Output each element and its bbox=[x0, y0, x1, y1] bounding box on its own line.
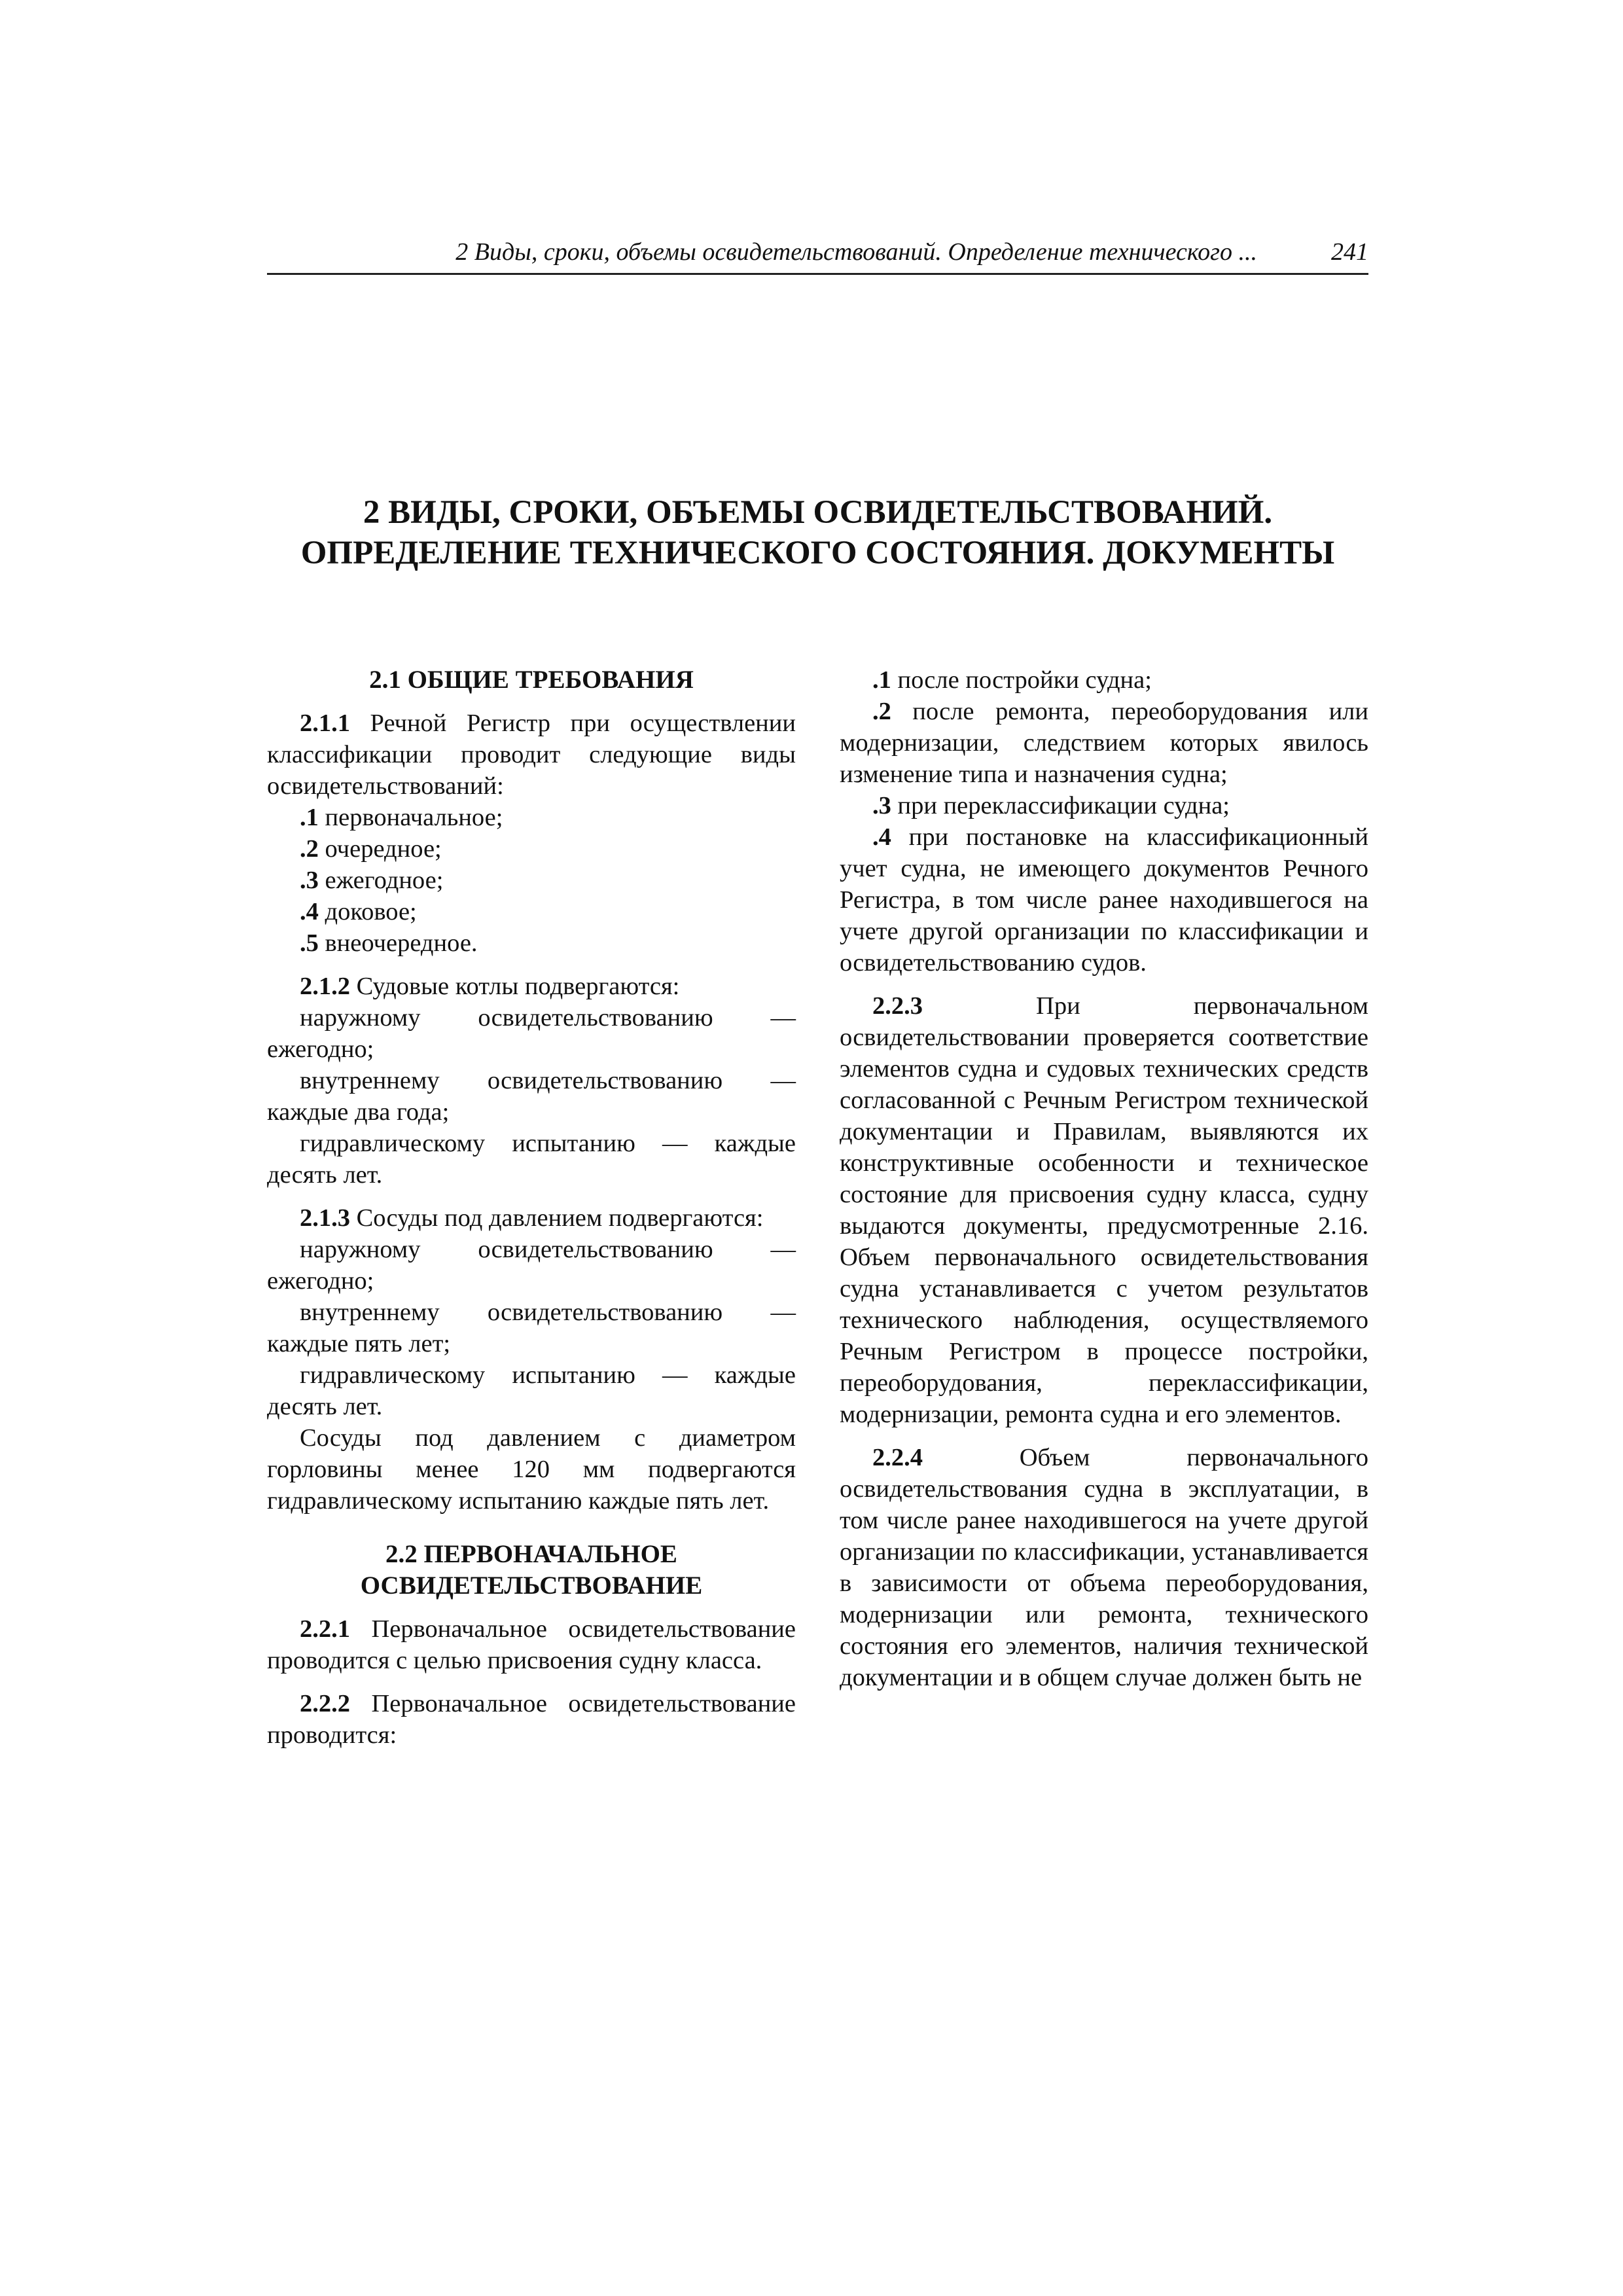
item-text: ежегодное; bbox=[318, 867, 444, 894]
item-text: при постановке на классификационный учет судна, не имеющего документов Речного Регистра, в том числе ранее находившегося на учете другой организации по классификации и освидетельствованию судов. bbox=[840, 823, 1368, 977]
item-text: доковое; bbox=[318, 898, 417, 925]
paragraph-2-1-1 bbox=[267, 708, 796, 802]
paragraph-text: При первоначальном освидетельствовании проверяется соответствие элементов судна и судовых технических средств согласованной с Речным Регистром технической документации и Правилам, выявляются их конструктивные особенности и техническое состояние для присвоения судну класса, судну выдаются документы, предусмотренные 2.16. Объем первоначального освидетельствования судна устанавливается с учетом результатов технического наблюдения, осуществляемого Речным Регистром в процессе постройки, переоборудования, переклассификации, модернизации, ремонта судна и его элементов. bbox=[840, 992, 1368, 1428]
page-header bbox=[267, 232, 1368, 275]
paragraph-line: внутреннему освидетельствованию — каждые пять лет; bbox=[267, 1299, 796, 1357]
paragraph-text: Объем первоначального освидетельствования судна в эксплуатации, в том числе ранее находившегося на учете другой организации по классификации, устанавливается в зависимости от объема переоборудования, модернизации или ремонта, технического состояния его элементов, наличия технической документации и в общем случае должен быть не bbox=[840, 1444, 1368, 1691]
item-number: .4 bbox=[300, 898, 319, 925]
paragraph-line: гидравлическому испытанию — каждые десять лет. bbox=[267, 1361, 796, 1420]
paragraph-line: Сосуды под давлением с диаметром горловины менее 120 мм подвергаются гидравлическому испытанию каждые пять лет. bbox=[267, 1424, 796, 1515]
list-item bbox=[267, 865, 796, 896]
item-number: .1 bbox=[300, 804, 319, 831]
item-text: внеочередное. bbox=[318, 929, 478, 957]
list-item bbox=[267, 896, 796, 927]
clause-number: 2.2.3 bbox=[872, 992, 923, 1020]
clause-number: 2.1.3 bbox=[300, 1204, 350, 1232]
list-item bbox=[840, 790, 1368, 821]
section-heading-2-1: 2.1 ОБЩИЕ ТРЕБОВАНИЯ bbox=[369, 666, 694, 694]
item-number: .4 bbox=[872, 823, 891, 851]
page-number: 241 bbox=[1331, 238, 1368, 266]
paragraph-2-2-2 bbox=[267, 1688, 796, 1751]
list-item bbox=[840, 664, 1368, 696]
item-text: очередное; bbox=[318, 835, 442, 863]
item-number: .2 bbox=[300, 835, 319, 863]
item-number: .1 bbox=[872, 666, 891, 694]
item-text: после ремонта, переоборудования или модернизации, следствием которых явилось изменение типа и назначения судна; bbox=[840, 698, 1368, 788]
clause-number: 2.1.1 bbox=[300, 709, 350, 737]
paragraph-2-1-3 bbox=[267, 1202, 796, 1234]
clause-number: 2.2.2 bbox=[300, 1690, 350, 1717]
paragraph-2-2-1 bbox=[267, 1613, 796, 1676]
item-number: .3 bbox=[872, 792, 891, 819]
paragraph-line: наружному освидетельствованию — ежегодно; bbox=[267, 1004, 796, 1063]
paragraph-line: наружному освидетельствованию — ежегодно; bbox=[267, 1236, 796, 1295]
chapter-title-line-1: 2 ВИДЫ, СРОКИ, ОБЪЕМЫ ОСВИДЕТЕЛЬСТВОВАНИЙ. bbox=[363, 494, 1273, 531]
paragraph-text: Первоначальное освидетельствование проводится с целью присвоения судну класса. bbox=[267, 1615, 796, 1674]
paragraph-2-2-4 bbox=[840, 1442, 1368, 1693]
item-number: .5 bbox=[300, 929, 319, 957]
paragraph-2-2-3 bbox=[840, 990, 1368, 1430]
list-item bbox=[267, 833, 796, 865]
chapter-title bbox=[267, 492, 1368, 573]
list-item bbox=[840, 696, 1368, 790]
item-number: .3 bbox=[300, 867, 319, 894]
section-heading-2-2 bbox=[267, 1539, 796, 1602]
paragraph-2-1-2 bbox=[267, 971, 796, 1002]
paragraph-line: внутреннему освидетельствованию — каждые два года; bbox=[267, 1067, 796, 1126]
running-title: 2 Виды, сроки, объемы освидетельствований. Определение технического ... bbox=[455, 238, 1257, 266]
section-heading-line-2: ОСВИДЕТЕЛЬСТВОВАНИЕ bbox=[360, 1571, 703, 1600]
item-text: после постройки судна; bbox=[891, 666, 1152, 694]
clause-number: 2.2.1 bbox=[300, 1615, 350, 1643]
item-text: при переклассификации судна; bbox=[891, 792, 1230, 819]
list-item bbox=[840, 821, 1368, 978]
right-column bbox=[840, 664, 1368, 1693]
paragraph-text: Сосуды под давлением подвергаются: bbox=[350, 1204, 764, 1232]
paragraph-line: гидравлическому испытанию — каждые десять лет. bbox=[267, 1130, 796, 1189]
item-text: первоначальное; bbox=[318, 804, 503, 831]
item-number: .2 bbox=[872, 698, 891, 725]
clause-number: 2.1.2 bbox=[300, 973, 350, 1000]
paragraph-text: Первоначальное освидетельствование проводится: bbox=[267, 1690, 796, 1749]
section-heading-line-1: 2.2 ПЕРВОНАЧАЛЬНОЕ bbox=[385, 1540, 677, 1568]
clause-number: 2.2.4 bbox=[872, 1444, 923, 1471]
paragraph-text: Речной Регистр при осуществлении классификации проводит следующие виды освидетельствований: bbox=[267, 709, 796, 800]
chapter-title-line-2: ОПРЕДЕЛЕНИЕ ТЕХНИЧЕСКОГО СОСТОЯНИЯ. ДОКУМЕНТЫ bbox=[300, 535, 1335, 571]
paragraph-text: Судовые котлы подвергаются: bbox=[350, 973, 680, 1000]
list-item bbox=[267, 802, 796, 833]
list-item bbox=[267, 927, 796, 959]
left-column bbox=[267, 664, 796, 1751]
